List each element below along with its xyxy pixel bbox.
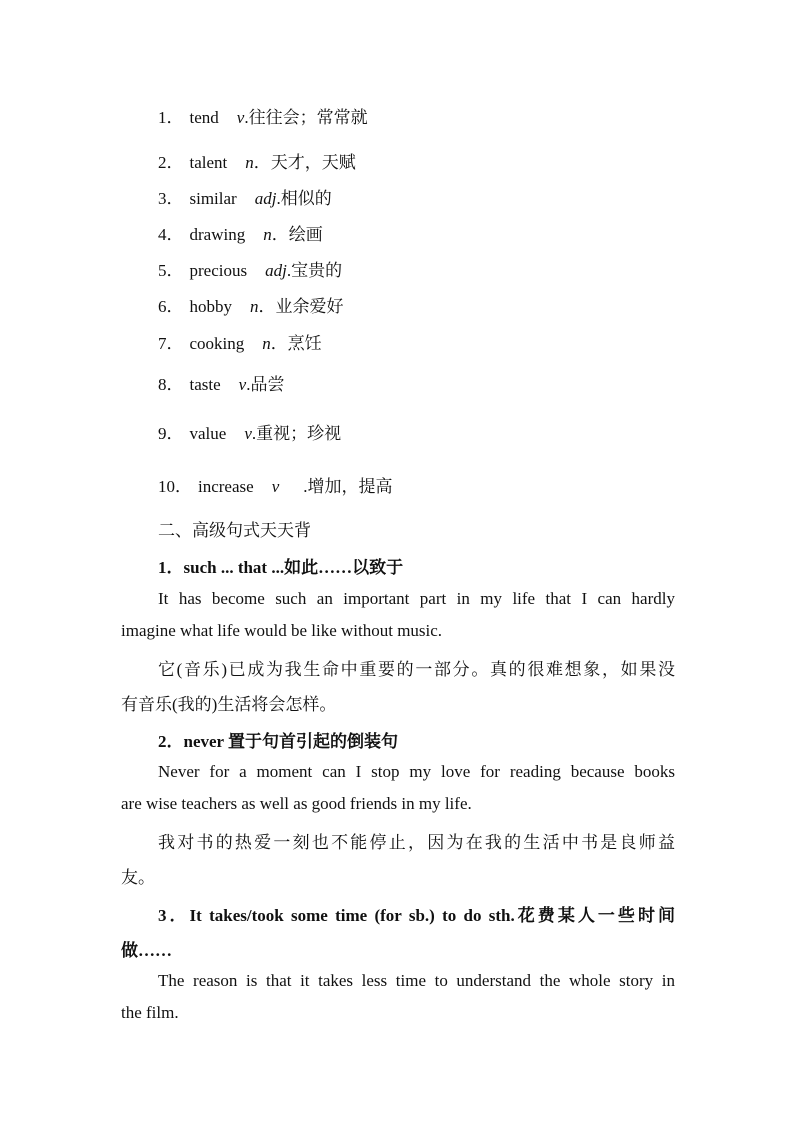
example-english-line: The reason is that it takes less time to understand the whole story in [158,971,675,990]
vocab-number: 2． [158,153,184,172]
vocab-word: talent [189,153,228,172]
vocab-item [158,256,342,281]
vocab-pos: adj [265,261,287,280]
vocab-pos: n [250,297,259,316]
vocab-definition: .宝贵的 [286,261,343,280]
vocab-item [158,370,284,395]
vocab-word: precious [189,261,248,280]
example-chinese-line: 有音乐(我的)生活将会怎样。 [121,695,337,714]
vocab-word: tend [189,108,219,127]
vocab-word: hobby [189,297,232,316]
vocab-definition: ．业余爱好 [258,297,344,316]
vocab-definition: ．烹饪 [270,334,322,353]
vocab-number: 1． [158,108,184,127]
vocab-definition: .增加，提高 [303,477,393,496]
vocab-item [158,103,368,128]
vocab-word: similar [189,189,237,208]
vocab-item [158,292,344,317]
vocab-item [158,184,332,209]
vocab-pos: v [236,108,245,127]
vocab-pos: v [238,375,247,394]
example-chinese-line: 我对书的热爱一刻也不能停止，因为在我的生活中书是良师益 [158,833,675,852]
vocab-pos: v [271,477,280,496]
vocab-item [158,329,322,354]
vocab-number: 8． [158,375,184,394]
example-english-line: It has become such an important part in my life that I can hardly [158,589,675,608]
vocab-pos: n [262,334,271,353]
vocab-definition: ．天才，天赋 [253,153,356,172]
vocab-word: taste [189,375,221,394]
vocab-word: value [189,424,227,443]
vocab-word: increase [198,477,254,496]
vocab-definition: .相似的 [276,189,332,208]
example-english-line: imagine what life would be like without music. [121,621,443,640]
example-english-line: Never for a moment can I stop my love for reading because books [158,762,675,781]
vocab-number: 4． [158,225,184,244]
vocab-number: 3． [158,189,184,208]
pattern-title-continued: 做…… [121,941,172,960]
pattern-title: 2．never 置于句首引起的倒装句 [158,732,399,751]
vocab-item [158,220,323,245]
example-english-line: the film. [121,1003,179,1022]
pattern-title: 3．It takes/took some time (for sb.) to do sth.花费某人一些时间 [158,906,675,925]
pattern-title: 1．such ... that ...如此……以致于 [158,558,404,577]
vocab-number: 6． [158,297,184,316]
vocab-number: 7． [158,334,184,353]
example-english-line: are wise teachers as well as good friends in my life. [121,794,472,813]
vocab-pos: n [245,153,254,172]
vocab-definition: .往往会；常常就 [244,108,368,127]
vocab-word: cooking [189,334,245,353]
vocab-item [158,148,356,173]
vocab-definition: ．绘画 [271,225,323,244]
example-chinese-line: 友。 [121,868,155,887]
vocab-definition: .重视；珍视 [251,424,342,443]
vocab-item [158,472,392,497]
vocab-pos: adj [254,189,277,208]
vocab-word: drawing [189,225,246,244]
section-heading: 二、高级句式天天背 [158,521,311,540]
vocab-pos: v [244,424,252,443]
example-chinese-line: 它(音乐)已成为我生命中重要的一部分。真的很难想象，如果没 [158,660,675,679]
vocab-number: 5． [158,261,184,280]
vocab-number: 10． [158,477,192,496]
vocab-item [158,419,341,444]
vocab-definition: .品尝 [246,375,285,394]
vocab-number: 9． [158,424,184,443]
vocab-pos: n [263,225,272,244]
